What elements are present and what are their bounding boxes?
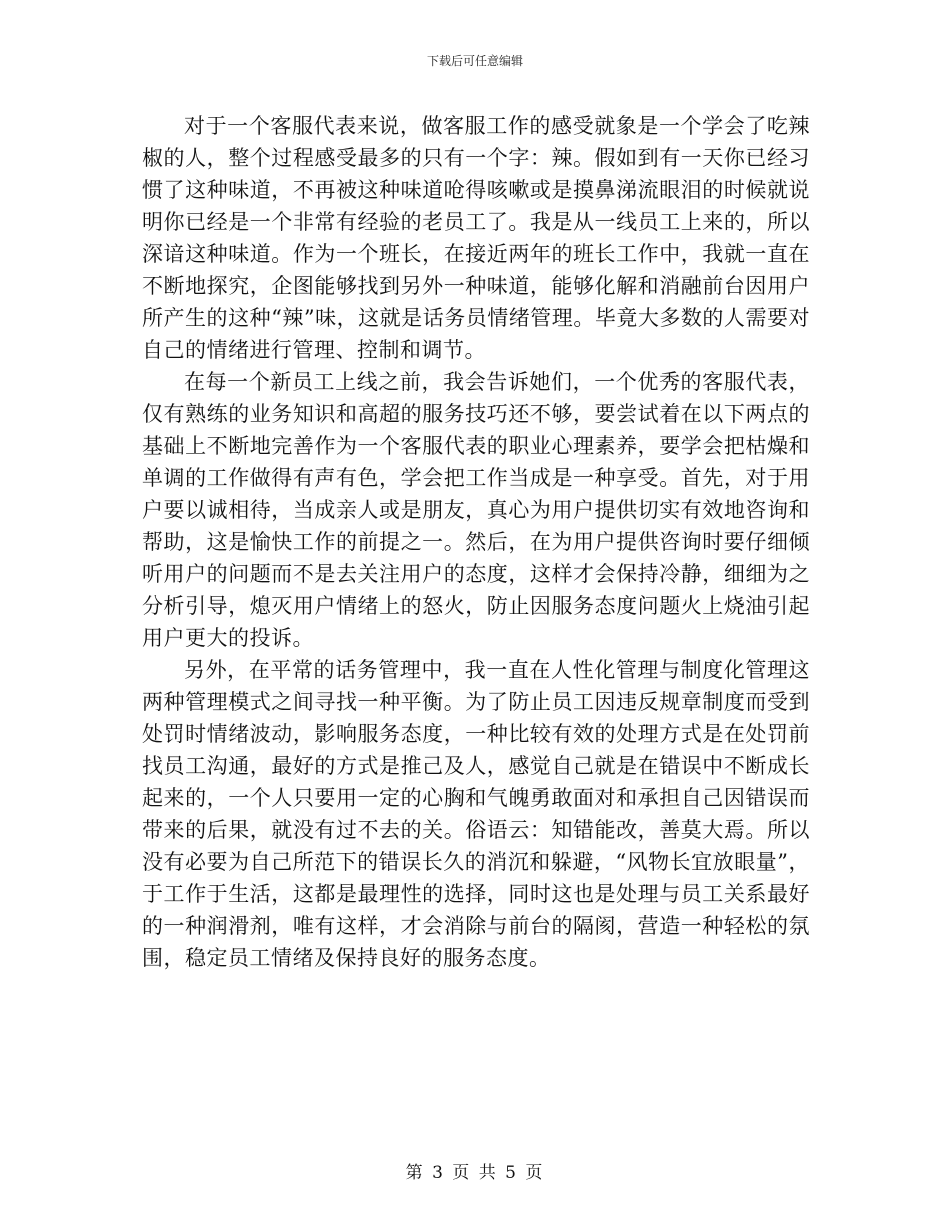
page-number-footer: 第 3 页 共 5 页 [405,1163,545,1183]
page-header: 下载后可任意编辑 [426,54,523,68]
document-body [142,110,810,974]
paragraph-3: 另外，在平常的话务管理中，我一直在人性化管理与制度化管理这两种管理模式之间寻找一种平衡。为了防止员工因违反规章制度而受到处罚时情绪波动，影响服务态度，一种比较有效的处理方式是在处罚前找员工沟通，最好的方式是推己及人，感觉自己就是在错误中不断成长起来的，一个人只要用一定的心胸和气魄勇敢面对和承担自己因错误而带来的后果，就没有过不去的关。俗语云：知错能改，善莫大焉。所以没有必要为自己所范下的错误长久的消沉和躲避，“风物长宜放眼量”，于工作于生活，这都是最理性的选择，同时这也是处理与员工关系最好的一种润滑剂，唯有这样，才会消除与前台的隔阂，营造一种轻松的氛围，稳定员工情绪及保持良好的服务态度。 [142,658,810,970]
paragraph-2: 在每一个新员工上线之前，我会告诉她们，一个优秀的客服代表，仅有熟练的业务知识和高超的服务技巧还不够，要尝试着在以下两点的基础上不断地完善作为一个客服代表的职业心理素养，要学会把枯燥和单调的工作做得有声有色，学会把工作当成是一种享受。首先，对于用户要以诚相待，当成亲人或是朋友，真心为用户提供切实有效地咨询和帮助，这是愉快工作的前提之一。然后，在为用户提供咨询时要仔细倾听用户的问题而不是去关注用户的态度，这样才会保持冷静，细细为之分析引导，熄灭用户情绪上的怒火，防止因服务态度问题火上烧油引起用户更大的投诉。 [142,370,810,650]
paragraph-1: 对于一个客服代表来说，做客服工作的感受就象是一个学会了吃辣椒的人，整个过程感受最多的只有一个字：辣。假如到有一天你已经习惯了这种味道，不再被这种味道呛得咳嗽或是摸鼻涕流眼泪的时候就说明你已经是一个非常有经验的老员工了。我是从一线员工上来的，所以深谙这种味道。作为一个班长，在接近两年的班长工作中，我就一直在不断地探究，企图能够找到另外一种味道，能够化解和消融前台因用户所产生的这种“辣”味，这就是话务员情绪管理。毕竟大多数的人需要对自己的情绪进行管理、控制和调节。 [142,114,810,362]
